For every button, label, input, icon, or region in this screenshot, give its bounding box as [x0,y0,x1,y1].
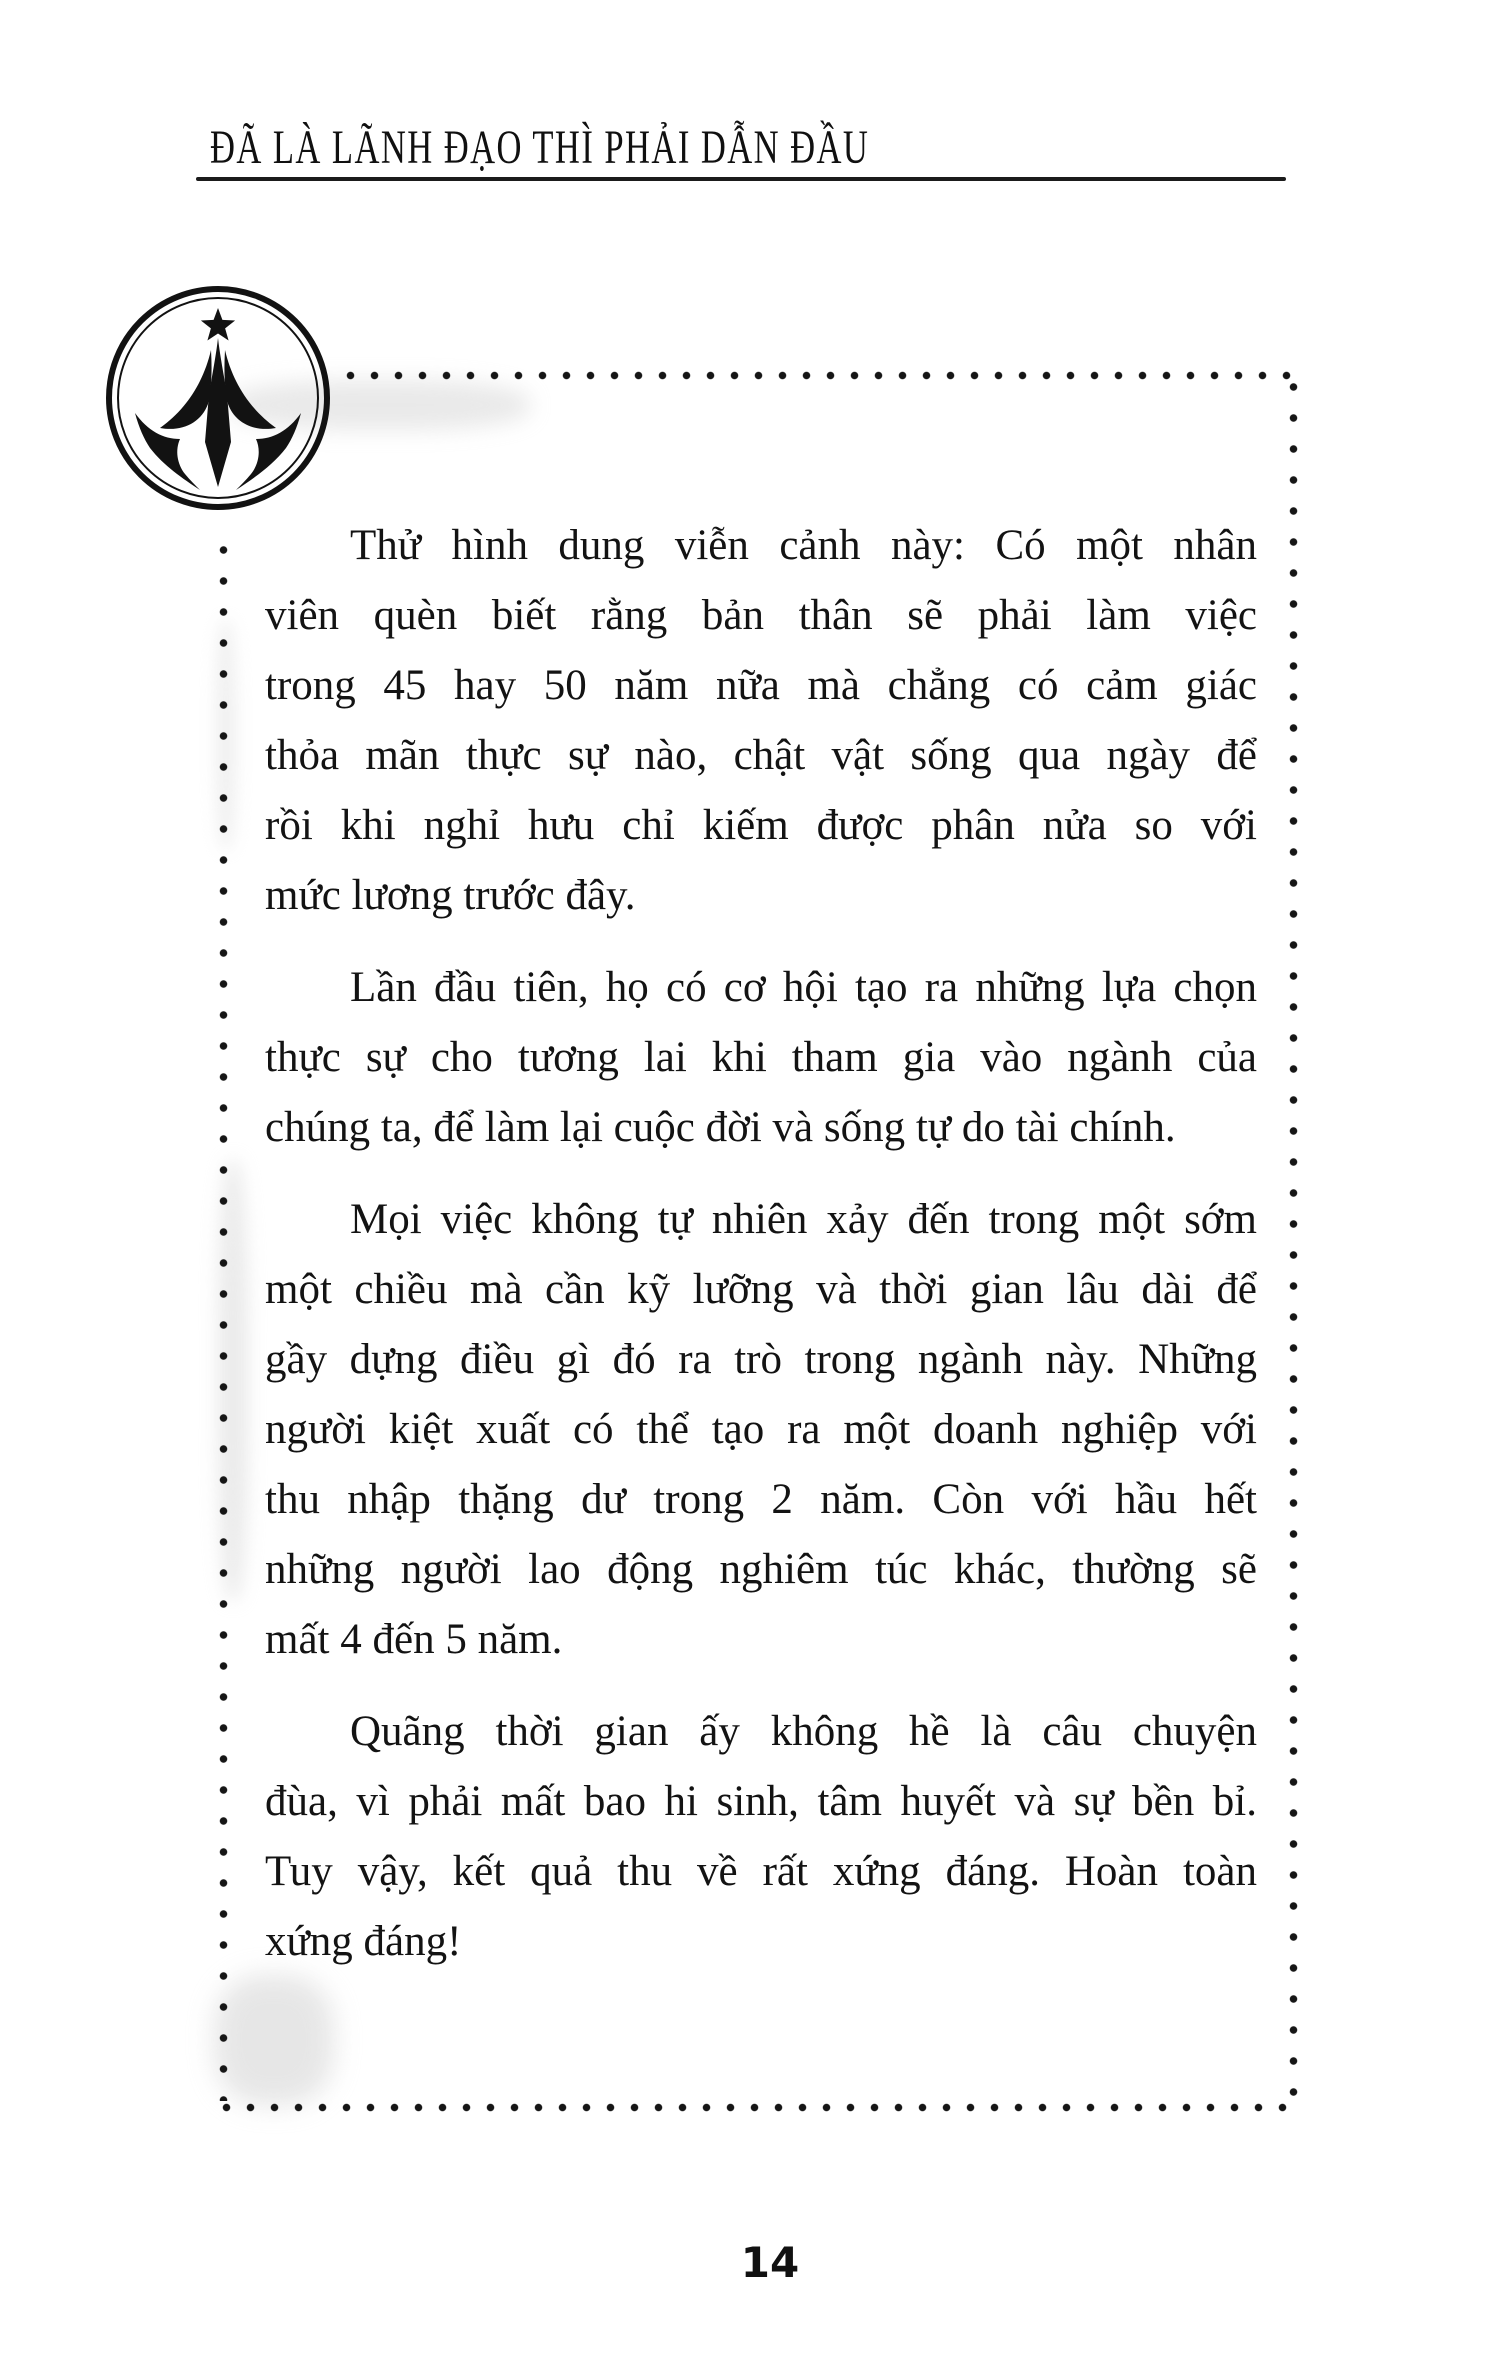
text-line: trong 45 hay 50 năm nữa mà chẳng có cảm giác [265,662,1257,709]
text-line: những người lao động nghiêm túc khác, thường sẽ [265,1546,1257,1593]
text-line: Mọi việc không tự nhiên xảy đến trong một sớm [350,1196,1257,1243]
text-line: thực sự cho tương lai khi tham gia vào ngành của [265,1034,1257,1081]
body-text [265,511,1257,1999]
text-line: một chiều mà cần kỹ lưỡng và thời gian lâu dài để [265,1266,1257,1313]
paragraph [265,1697,1257,1977]
text-line: gầy dựng điều gì đó ra trò trong ngành này. Những [265,1336,1257,1383]
text-line: Thử hình dung viễn cảnh này: Có một nhân [350,522,1257,569]
text-line: Tuy vậy, kết quả thu về rất xứng đáng. Hoàn toàn [265,1848,1257,1895]
text-line: viên quèn biết rằng bản thân sẽ phải làm việc [265,592,1257,639]
paragraph [265,953,1257,1163]
text-line: đùa, vì phải mất bao hi sinh, tâm huyết và sự bền bỉ. [265,1778,1257,1825]
text-line: mức lương trước đây. [265,872,636,919]
dotted-border-left [219,545,228,2101]
page-header-title: ĐÃ LÀ LÃNH ĐẠO THÌ PHẢI DẪN ĐẦU [210,121,870,174]
text-line: Lần đầu tiên, họ có cơ hội tạo ra những lựa chọn [350,964,1257,1011]
dotted-border-right [1289,382,1298,2104]
text-line: thỏa mãn thực sự nào, chật vật sống qua ngày để [265,732,1257,779]
page-number: 14 [740,2238,800,2287]
header-rule [196,177,1286,181]
text-line: mất 4 đến 5 năm. [265,1616,563,1663]
text-line: rồi khi nghỉ hưu chỉ kiếm được phân nửa so với [265,802,1257,849]
publisher-emblem-icon [100,280,336,516]
text-line: người kiệt xuất có thể tạo ra một doanh nghiệp với [265,1406,1257,1453]
text-line: chúng ta, để làm lại cuộc đời và sống tự do tài chính. [265,1104,1176,1151]
text-line: thu nhập thặng dư trong 2 năm. Còn với hầu hết [265,1476,1257,1523]
text-line: xứng đáng! [265,1918,462,1965]
paragraph [265,1185,1257,1675]
dotted-border-top [346,371,1298,380]
dotted-border-bottom [222,2103,1298,2112]
paragraph [265,511,1257,931]
text-line: Quãng thời gian ấy không hề là câu chuyện [350,1708,1257,1755]
